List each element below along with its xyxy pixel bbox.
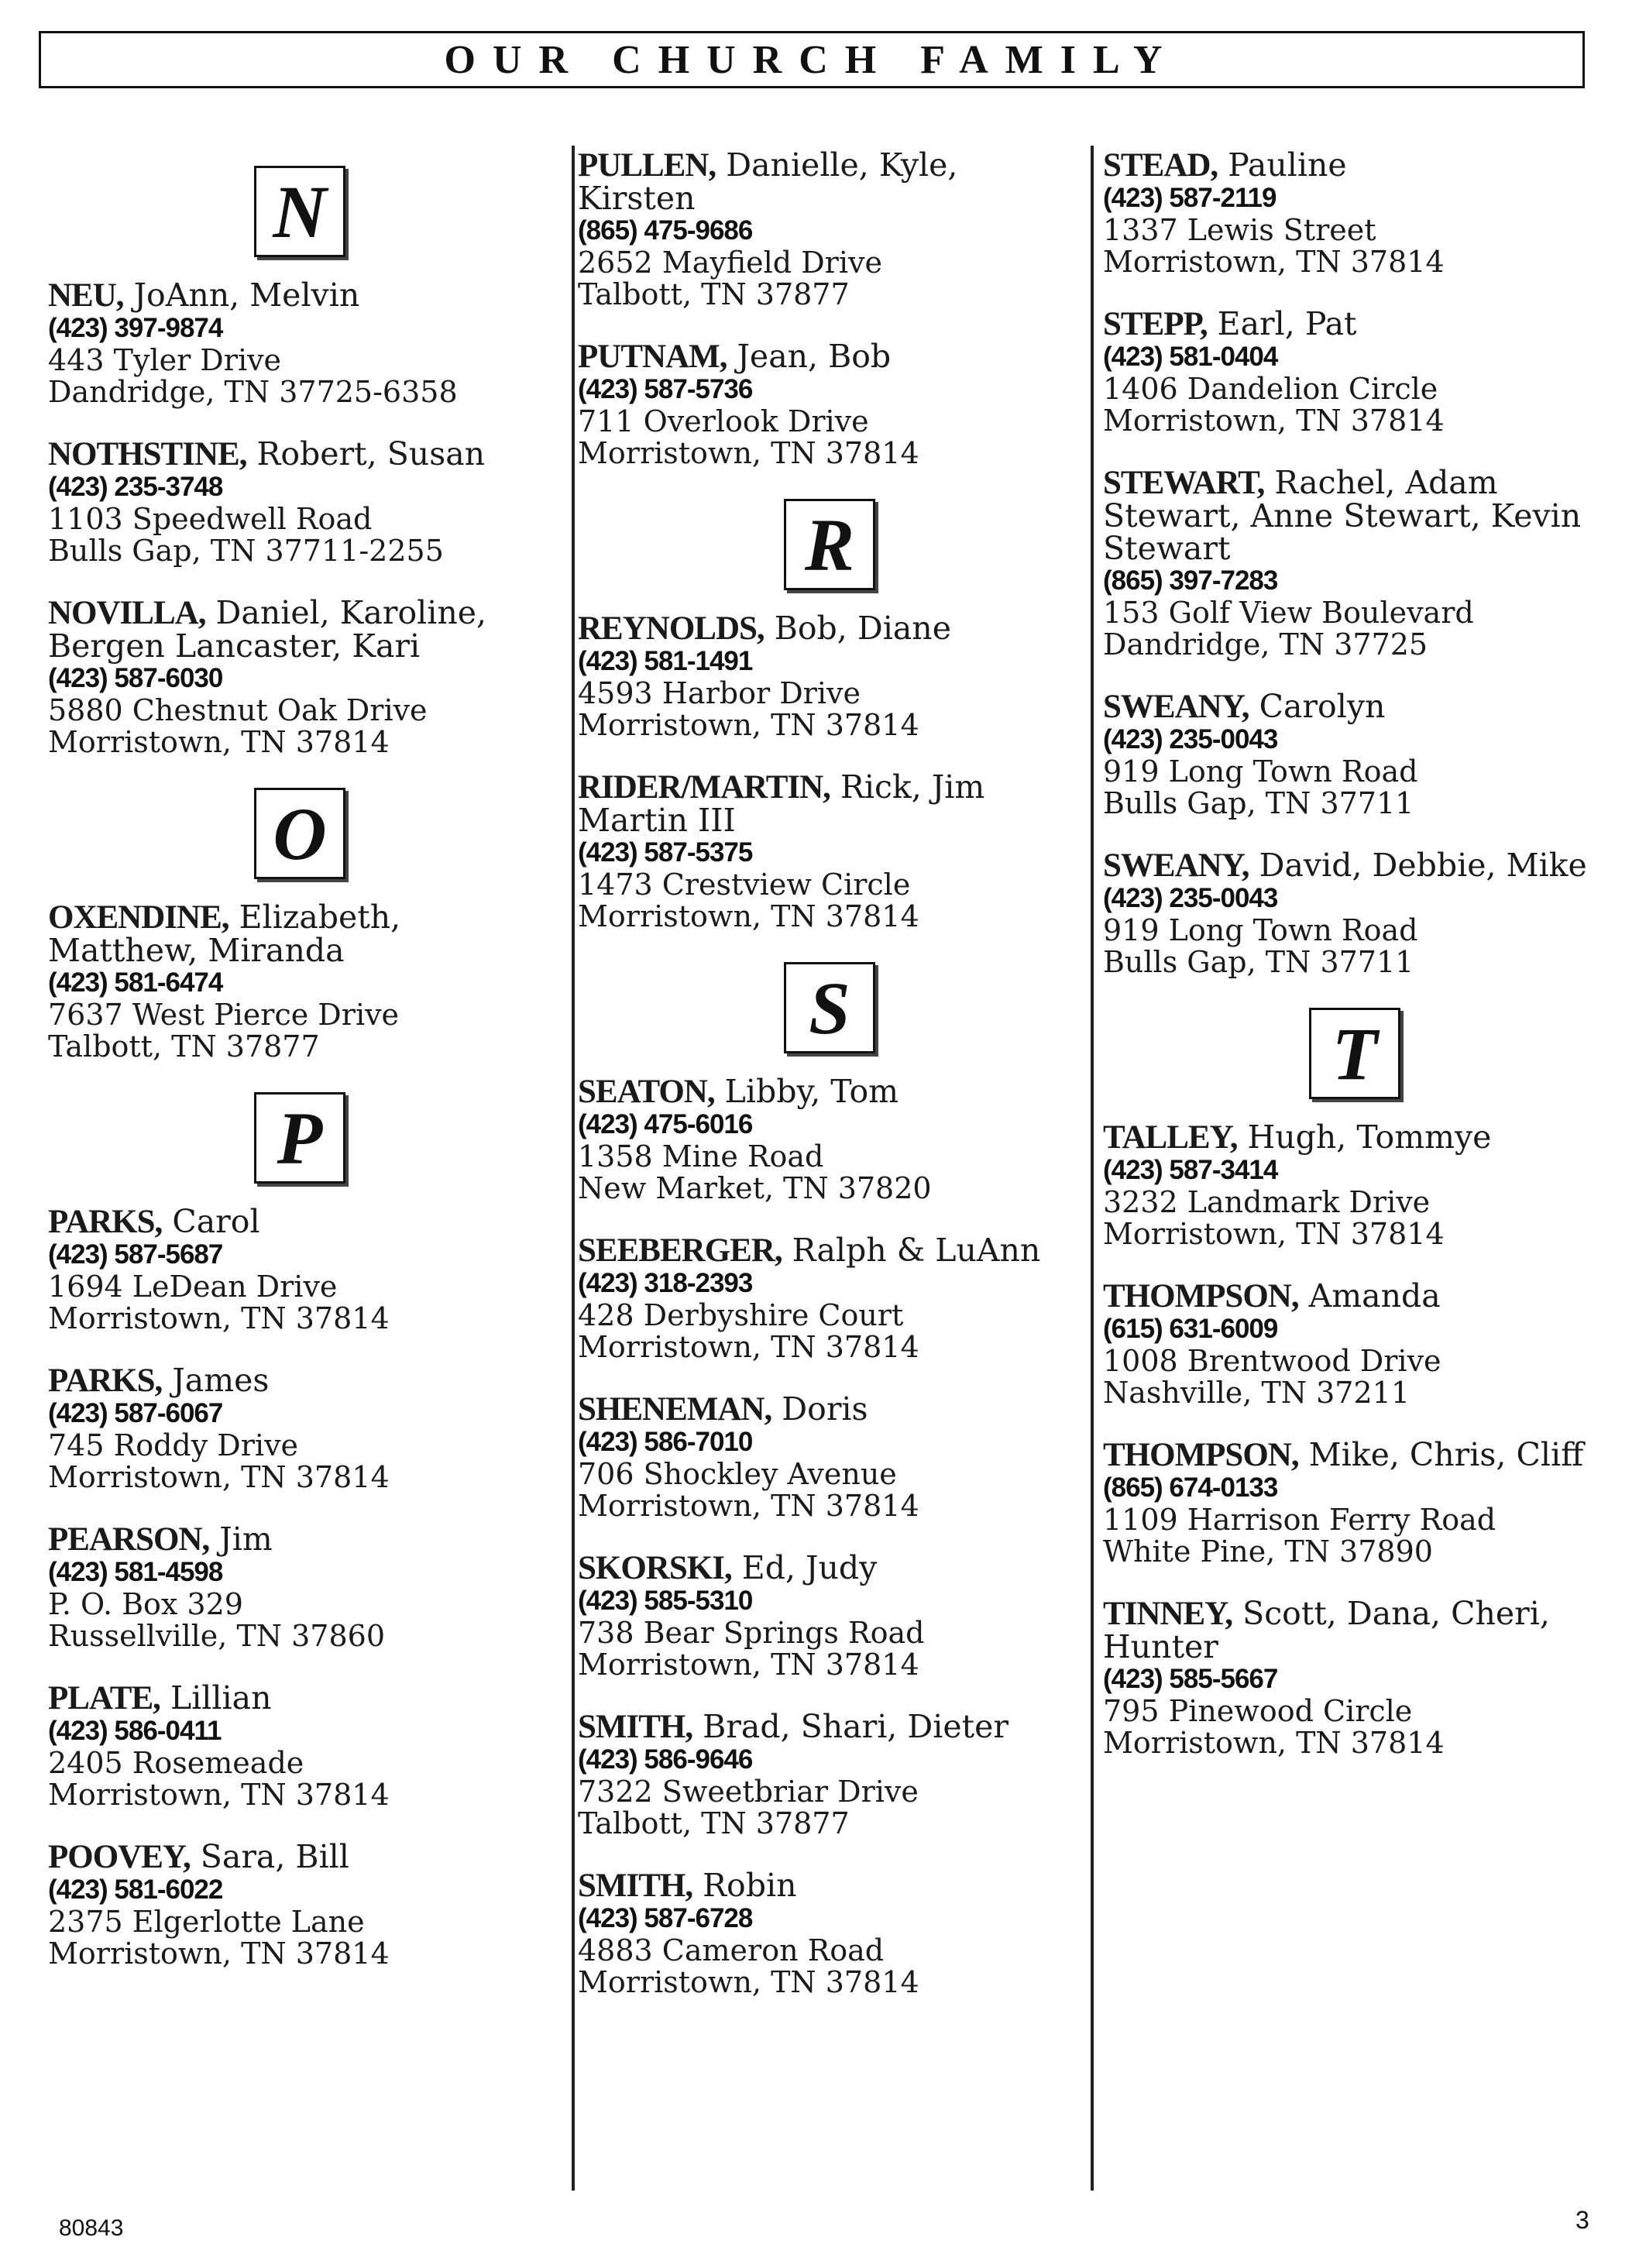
entry-address-line: 1358 Mine Road xyxy=(578,1139,824,1174)
entry-name-line xyxy=(578,1869,1081,1902)
page-title-text: OUR CHURCH FAMILY xyxy=(444,37,1180,82)
entry-name-line xyxy=(1103,1277,1606,1314)
entry-phone: (615) 631-6009 xyxy=(1103,1314,1278,1344)
entry-given-names: Robert, Susan xyxy=(256,435,486,472)
entry-phone: (865) 397-7283 xyxy=(1103,565,1278,596)
directory-entry xyxy=(1103,466,1606,661)
entry-name-line xyxy=(48,1840,551,1874)
entry-name-line xyxy=(578,1234,1081,1267)
entry-given-names: Jim xyxy=(219,1521,273,1558)
entry-address-line: 443 Tyler Drive xyxy=(48,343,282,377)
entry-given-names: Sara, Bill xyxy=(200,1838,349,1875)
entry-name-line xyxy=(48,435,551,472)
entry-name-line xyxy=(1103,1121,1606,1154)
directory-entry xyxy=(578,1234,1081,1363)
entry-phone: (423) 587-5687 xyxy=(48,1239,223,1270)
entry-given-names: Robin xyxy=(703,1867,797,1904)
entry-given-names: Carol xyxy=(172,1203,260,1240)
directory-entry xyxy=(1103,1597,1606,1759)
entry-address-line: Morristown, TN 37814 xyxy=(1103,1217,1445,1251)
entry-address-line: 2652 Mayfield Drive xyxy=(578,246,882,280)
entry-phone: (423) 587-6728 xyxy=(578,1903,753,1933)
entry-name-line xyxy=(48,1679,551,1716)
entry-surname: SEATON, xyxy=(578,1074,715,1110)
entry-address-line: Morristown, TN 37814 xyxy=(578,899,919,933)
entry-surname: STEAD, xyxy=(1103,147,1218,184)
entry-name-line xyxy=(48,1364,551,1397)
entry-given-names: Earl, Pat xyxy=(1217,305,1357,342)
entry-address-line: Morristown, TN 37814 xyxy=(48,1778,390,1812)
entry-surname: PULLEN, xyxy=(578,147,716,184)
directory-entry xyxy=(48,1840,551,1970)
entry-name-line xyxy=(48,279,551,312)
directory-entry xyxy=(578,1710,1081,1840)
entry-address-line: 1694 LeDean Drive xyxy=(48,1270,338,1304)
entry-given-names: Daniel, Karoline, Bergen Lancaster, Kari xyxy=(48,594,487,665)
footer-code: 80843 xyxy=(59,2215,124,2241)
entry-surname: SHENEMAN, xyxy=(578,1391,772,1428)
entry-address-line: 428 Derbyshire Court xyxy=(578,1298,904,1332)
entry-address-line: Morristown, TN 37814 xyxy=(578,1648,919,1682)
entry-address-line: Morristown, TN 37814 xyxy=(48,1460,390,1494)
entry-address-line: 795 Pinewood Circle xyxy=(1103,1694,1413,1728)
directory-entry xyxy=(48,596,551,758)
directory-entry xyxy=(1103,1277,1606,1410)
directory-entry xyxy=(48,1523,551,1652)
entry-given-names: Ralph & LuAnn xyxy=(792,1232,1041,1269)
entry-phone: (423) 585-5310 xyxy=(578,1586,753,1616)
entry-given-names: Scott, Dana, Cheri, Hunter xyxy=(1103,1595,1550,1665)
entry-given-names: Rick, Jim Martin III xyxy=(578,768,985,839)
entry-name-line xyxy=(48,901,551,967)
directory-entry xyxy=(578,612,1081,741)
entry-surname: PARKS, xyxy=(48,1363,163,1399)
directory-column-2 xyxy=(578,146,1081,2028)
entry-address-line: Talbott, TN 37877 xyxy=(578,1806,850,1840)
entry-address-line: 1406 Dandelion Circle xyxy=(1103,372,1438,406)
entry-surname: SEEBERGER, xyxy=(578,1232,782,1269)
directory-column-3 xyxy=(1103,146,1606,1789)
entry-address-line: Talbott, TN 37877 xyxy=(48,1029,320,1064)
entry-phone: (423) 587-6030 xyxy=(48,663,223,693)
column-divider-2 xyxy=(1091,146,1094,2191)
entry-given-names: Ed, Judy xyxy=(741,1549,878,1586)
directory-entry xyxy=(1103,690,1606,820)
entry-given-names: Lillian xyxy=(170,1679,272,1716)
entry-surname: NOVILLA, xyxy=(48,595,206,631)
entry-given-names: JoAnn, Melvin xyxy=(133,277,360,314)
entry-phone: (423) 581-1491 xyxy=(578,646,753,676)
entry-surname: OXENDINE, xyxy=(48,899,229,936)
directory-entry xyxy=(48,435,551,568)
entry-address-line: 4883 Cameron Road xyxy=(578,1933,885,1967)
entry-surname: NEU, xyxy=(48,277,124,314)
entry-surname: STEWART, xyxy=(1103,465,1265,501)
section-letter: P xyxy=(254,1092,345,1184)
entry-address-line: 3232 Landmark Drive xyxy=(1103,1185,1431,1219)
directory-entry xyxy=(1103,849,1606,978)
section-header xyxy=(48,166,551,257)
entry-surname: SKORSKI, xyxy=(578,1550,732,1586)
entry-address-line: Bulls Gap, TN 37711-2255 xyxy=(48,534,444,568)
entry-phone: (423) 581-0404 xyxy=(1103,342,1278,372)
entry-phone: (423) 587-3414 xyxy=(1103,1155,1278,1185)
section-header xyxy=(1103,1008,1606,1099)
entry-address-line: New Market, TN 37820 xyxy=(578,1171,932,1205)
directory-entry xyxy=(48,1205,551,1335)
directory-entry xyxy=(578,1869,1081,1998)
entry-address-line: Talbott, TN 37877 xyxy=(578,277,850,311)
entry-name-line xyxy=(1103,690,1606,723)
entry-address-line: 7637 West Pierce Drive xyxy=(48,998,400,1032)
entry-address-line: Nashville, TN 37211 xyxy=(1103,1376,1411,1410)
section-letter: O xyxy=(254,788,345,879)
entry-given-names: James xyxy=(172,1362,270,1399)
section-letter: T xyxy=(1309,1008,1400,1099)
entry-name-line xyxy=(578,1075,1081,1108)
entry-phone: (423) 587-2119 xyxy=(1103,183,1276,213)
entry-surname: THOMPSON, xyxy=(1103,1278,1299,1314)
entry-name-line xyxy=(48,1523,551,1556)
entry-given-names: Amanda xyxy=(1308,1277,1441,1314)
directory-entry xyxy=(578,340,1081,469)
entry-address-line: Dandridge, TN 37725-6358 xyxy=(48,375,458,409)
entry-name-line xyxy=(578,1549,1081,1586)
section-letter: S xyxy=(784,962,875,1053)
entry-surname: PARKS, xyxy=(48,1204,163,1240)
entry-address-line: 745 Roddy Drive xyxy=(48,1428,299,1462)
entry-surname: STEPP, xyxy=(1103,306,1208,342)
entry-given-names: Mike, Chris, Cliff xyxy=(1308,1436,1584,1473)
directory-entry xyxy=(1103,146,1606,279)
entry-address-line: Morristown, TN 37814 xyxy=(48,1301,390,1335)
entry-given-names: David, Debbie, Mike xyxy=(1259,847,1587,884)
entry-phone: (423) 586-9646 xyxy=(578,1744,753,1775)
entry-name-line xyxy=(1103,1597,1606,1663)
section-letter: N xyxy=(254,166,345,257)
directory-column-1 xyxy=(48,149,551,1999)
entry-address-line: Morristown, TN 37814 xyxy=(1103,245,1445,279)
entry-name-line xyxy=(1103,849,1606,882)
entry-address-line: 2375 Elgerlotte Lane xyxy=(48,1905,365,1939)
entry-address-line: Morristown, TN 37814 xyxy=(1103,404,1445,438)
entry-name-line xyxy=(578,146,1081,217)
entry-address-line: P. O. Box 329 xyxy=(48,1587,243,1621)
entry-address-line: Morristown, TN 37814 xyxy=(578,1330,919,1364)
entry-given-names: Danielle, Kyle, Kirsten xyxy=(578,146,958,217)
entry-surname: SWEANY, xyxy=(1103,689,1249,725)
entry-given-names: Bob, Diane xyxy=(774,610,951,647)
directory-entry xyxy=(48,279,551,408)
entry-surname: RIDER/MARTIN, xyxy=(578,769,830,806)
entry-given-names: Rachel, Adam Stewart, Anne Stewart, Kevin Stewart xyxy=(1103,464,1582,567)
entry-surname: SMITH, xyxy=(578,1709,693,1745)
section-header xyxy=(578,962,1081,1053)
entry-address-line: 706 Shockley Avenue xyxy=(578,1457,897,1491)
entry-address-line: 1337 Lewis Street xyxy=(1103,213,1376,247)
entry-address-line: White Pine, TN 37890 xyxy=(1103,1534,1433,1569)
section-letter: R xyxy=(784,499,875,590)
directory-entry xyxy=(578,768,1081,933)
entry-address-line: Morristown, TN 37814 xyxy=(578,1489,919,1523)
directory-entry xyxy=(48,1364,551,1493)
entry-phone: (423) 585-5667 xyxy=(1103,1664,1278,1694)
entry-name-line xyxy=(48,1205,551,1239)
directory-entry xyxy=(48,901,551,1063)
entry-phone: (423) 581-6022 xyxy=(48,1875,223,1905)
entry-address-line: Morristown, TN 37814 xyxy=(578,708,919,742)
entry-address-line: 738 Bear Springs Road xyxy=(578,1616,925,1650)
entry-address-line: 711 Overlook Drive xyxy=(578,404,869,438)
entry-name-line xyxy=(1103,1438,1606,1472)
entry-phone: (865) 674-0133 xyxy=(1103,1472,1278,1503)
entry-name-line xyxy=(578,1710,1081,1744)
entry-surname: NOTHSTINE, xyxy=(48,436,247,472)
directory-entry xyxy=(1103,305,1606,438)
entry-name-line xyxy=(1103,305,1606,342)
directory-entry xyxy=(578,1549,1081,1682)
section-header xyxy=(48,1092,551,1184)
entry-name-line xyxy=(578,1390,1081,1428)
entry-phone: (423) 586-0411 xyxy=(48,1716,222,1746)
entry-address-line: 7322 Sweetbriar Drive xyxy=(578,1775,919,1809)
entry-address-line: 4593 Harbor Drive xyxy=(578,676,861,710)
entry-address-line: Morristown, TN 37814 xyxy=(578,436,919,470)
entry-phone: (423) 235-0043 xyxy=(1103,724,1278,754)
entry-address-line: Morristown, TN 37814 xyxy=(578,1965,919,1999)
entry-surname: SMITH, xyxy=(578,1868,693,1904)
entry-name-line xyxy=(1103,466,1606,565)
entry-address-line: 1109 Harrison Ferry Road xyxy=(1103,1503,1496,1537)
entry-phone: (423) 581-6474 xyxy=(48,967,223,998)
entry-given-names: Jean, Bob xyxy=(737,338,892,375)
entry-given-names: Doris xyxy=(782,1390,868,1428)
entry-address-line: Bulls Gap, TN 37711 xyxy=(1103,786,1414,820)
entry-phone: (423) 586-7010 xyxy=(578,1427,753,1457)
page-number: 3 xyxy=(1575,2206,1589,2234)
entry-given-names: Brad, Shari, Dieter xyxy=(703,1708,1008,1745)
entry-surname: PEARSON, xyxy=(48,1521,210,1558)
entry-address-line: 153 Golf View Boulevard xyxy=(1103,596,1474,630)
entry-name-line xyxy=(578,768,1081,839)
section-header xyxy=(578,499,1081,590)
entry-surname: TALLEY, xyxy=(1103,1119,1238,1156)
directory-entry xyxy=(578,1075,1081,1204)
entry-given-names: Elizabeth, Matthew, Miranda xyxy=(48,899,401,969)
entry-phone: (423) 587-5736 xyxy=(578,374,753,404)
entry-address-line: Russellville, TN 37860 xyxy=(48,1619,386,1653)
entry-address-line: 919 Long Town Road xyxy=(1103,754,1418,789)
entry-address-line: 919 Long Town Road xyxy=(1103,913,1418,947)
directory-entry xyxy=(1103,1438,1606,1568)
entry-phone: (423) 397-9874 xyxy=(48,313,223,343)
directory-entry xyxy=(578,146,1081,311)
entry-address-line: Morristown, TN 37814 xyxy=(48,1936,390,1971)
entry-name-line xyxy=(1103,146,1606,184)
entry-phone: (423) 318-2393 xyxy=(578,1268,753,1298)
entry-surname: PLATE, xyxy=(48,1680,160,1716)
entry-phone: (423) 235-3748 xyxy=(48,472,223,502)
entry-name-line xyxy=(48,594,551,665)
entry-surname: POOVEY, xyxy=(48,1839,191,1875)
entry-given-names: Pauline xyxy=(1228,146,1347,184)
entry-surname: PUTNAM, xyxy=(578,338,727,375)
entry-given-names: Carolyn xyxy=(1259,688,1386,725)
section-header xyxy=(48,788,551,879)
directory-entry xyxy=(48,1679,551,1812)
entry-address-line: 1473 Crestview Circle xyxy=(578,868,911,902)
entry-name-line xyxy=(578,340,1081,373)
directory-entry xyxy=(578,1390,1081,1523)
entry-address-line: 1008 Brentwood Drive xyxy=(1103,1344,1441,1378)
entry-address-line: Bulls Gap, TN 37711 xyxy=(1103,945,1414,979)
entry-phone: (865) 475-9686 xyxy=(578,215,753,246)
entry-address-line: Morristown, TN 37814 xyxy=(1103,1726,1445,1760)
entry-surname: SWEANY, xyxy=(1103,847,1249,884)
entry-given-names: Libby, Tom xyxy=(724,1073,899,1110)
entry-address-line: 2405 Rosemeade xyxy=(48,1746,304,1780)
directory-entry xyxy=(1103,1121,1606,1250)
column-divider-1 xyxy=(572,146,575,2191)
entry-given-names: Hugh, Tommye xyxy=(1247,1119,1492,1156)
page-title xyxy=(39,31,1585,88)
entry-surname: THOMPSON, xyxy=(1103,1437,1299,1473)
entry-phone: (423) 581-4598 xyxy=(48,1557,223,1587)
entry-name-line xyxy=(578,612,1081,645)
entry-address-line: Dandridge, TN 37725 xyxy=(1103,627,1428,662)
entry-address-line: Morristown, TN 37814 xyxy=(48,725,390,759)
entry-phone: (423) 235-0043 xyxy=(1103,883,1278,913)
entry-phone: (423) 587-5375 xyxy=(578,837,753,868)
entry-address-line: 1103 Speedwell Road xyxy=(48,502,373,536)
entry-phone: (423) 587-6067 xyxy=(48,1398,223,1428)
entry-surname: REYNOLDS, xyxy=(578,610,765,647)
entry-phone: (423) 475-6016 xyxy=(578,1109,753,1139)
entry-address-line: 5880 Chestnut Oak Drive xyxy=(48,693,428,727)
entry-surname: TINNEY, xyxy=(1103,1596,1233,1632)
